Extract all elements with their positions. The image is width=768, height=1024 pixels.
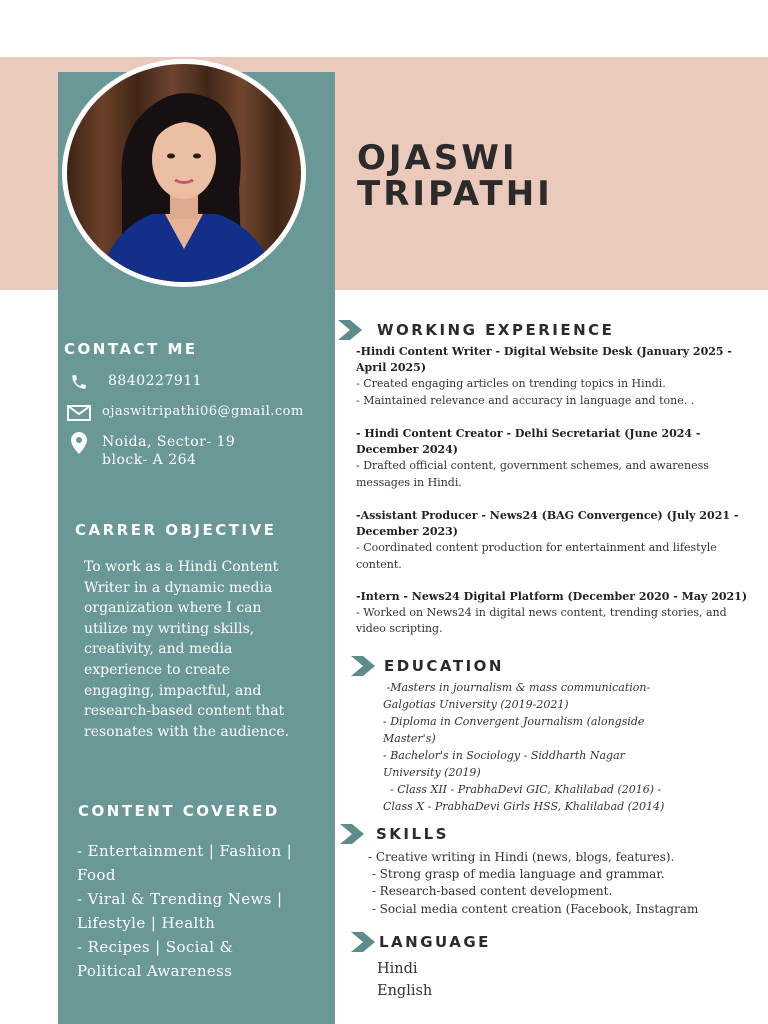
job-entry <box>356 589 748 638</box>
list-item: Galgotias University (2019-2021) <box>383 698 569 711</box>
last-name: TRIPATHI <box>357 174 553 214</box>
list-item: Master's) <box>383 732 436 745</box>
phone-row <box>66 372 202 392</box>
email-address[interactable]: ojaswitripathi06@gmail.com <box>102 404 304 419</box>
job-point: - Drafted official content, government schemes, and awareness messages in Hindi. <box>356 459 709 489</box>
contact-heading: CONTACT ME <box>64 340 198 358</box>
list-item: University (2019) <box>383 766 481 779</box>
profile-photo <box>67 64 301 282</box>
list-item: Class X - PrabhaDevi Girls HSS, Khalilabad (2014) <box>383 800 665 813</box>
content-covered-list <box>77 839 317 983</box>
phone-number[interactable]: 8840227911 <box>108 373 203 389</box>
content-covered-heading: CONTENT COVERED <box>78 802 280 820</box>
language-section-header <box>349 932 491 952</box>
list-item: - Class XII - PrabhaDevi GIC, Khalilabad (2016) - <box>383 783 662 796</box>
email-row <box>66 403 304 423</box>
chevron-arrow-icon <box>349 656 377 676</box>
first-name: OJASWI <box>357 138 518 178</box>
chevron-arrow-icon <box>336 320 364 340</box>
list-item: -Masters in journalism & mass communication- <box>383 681 651 694</box>
job-entry <box>356 508 748 573</box>
education-list <box>383 679 703 815</box>
address-line2: block- A 264 <box>102 452 197 468</box>
job-entry <box>356 426 748 491</box>
address-row <box>66 433 235 469</box>
list-item: Lifestyle | Health <box>77 914 216 932</box>
job-point: - Coordinated content production for entertainment and lifestyle content. <box>356 541 717 571</box>
address <box>102 433 235 469</box>
list-item: - Research-based content development. <box>368 884 613 899</box>
profile-photo-frame <box>62 59 306 287</box>
list-item: - Viral & Trending News | <box>77 890 283 908</box>
job-title: -Assistant Producer - News24 (BAG Convergence) (July 2021 - December 2023) <box>356 509 739 539</box>
list-item: - Social media content creation (Facebook, Instagram <box>368 901 699 916</box>
address-line1: Noida, Sector- 19 <box>102 434 236 450</box>
job-point: - Maintained relevance and accuracy in language and tone. . <box>356 393 695 407</box>
list-item: English <box>377 983 433 999</box>
job-entry <box>356 344 748 409</box>
job-title: - Hindi Content Creator - Delhi Secretariat (June 2024 - December 2024) <box>356 427 701 457</box>
job-title: -Intern - News24 Digital Platform (December 2020 - May 2021) <box>356 590 748 603</box>
candidate-name <box>357 140 553 212</box>
list-item: - Entertainment | Fashion | <box>77 842 293 860</box>
objective-heading: CARRER OBJECTIVE <box>75 521 277 539</box>
chevron-arrow-icon <box>338 824 366 844</box>
language-list <box>377 958 432 1002</box>
phone-icon <box>66 372 92 392</box>
list-item: - Diploma in Convergent Journalism (alongside <box>383 715 645 728</box>
job-point: - Created engaging articles on trending topics in Hindi. <box>356 377 666 391</box>
mail-icon <box>66 403 92 423</box>
list-item: - Strong grasp of media language and grammar. <box>368 867 665 882</box>
objective-text: To work as a Hindi Content Writer in a dynamic media organization where I can utilize my writing skills, creativity, and media experience to create engaging, impactful, and research-based content that resonates with the audience. <box>84 559 290 740</box>
skills-list <box>368 849 748 918</box>
education-section-header <box>349 656 504 676</box>
experience-heading: WORKING EXPERIENCE <box>377 321 615 339</box>
language-heading: LANGUAGE <box>379 933 491 951</box>
list-item: Food <box>77 866 116 884</box>
list-item: Hindi <box>377 961 418 977</box>
location-pin-icon <box>66 433 92 453</box>
job-title: -Hindi Content Writer - Digital Website Desk (January 2025 - April 2025) <box>356 345 732 375</box>
skills-section-header <box>338 824 449 844</box>
list-item: Political Awareness <box>77 962 233 980</box>
list-item: - Creative writing in Hindi (news, blogs, features). <box>368 850 675 864</box>
list-item: - Bachelor's in Sociology - Siddharth Nagar <box>383 749 625 762</box>
skills-heading: SKILLS <box>376 825 449 843</box>
list-item: - Recipes | Social & <box>77 938 234 956</box>
job-point: - Worked on News24 in digital news content, trending stories, and video scripting. <box>356 606 727 636</box>
education-heading: EDUCATION <box>384 657 504 675</box>
experience-section-header <box>336 320 614 340</box>
chevron-arrow-icon <box>349 932 377 952</box>
